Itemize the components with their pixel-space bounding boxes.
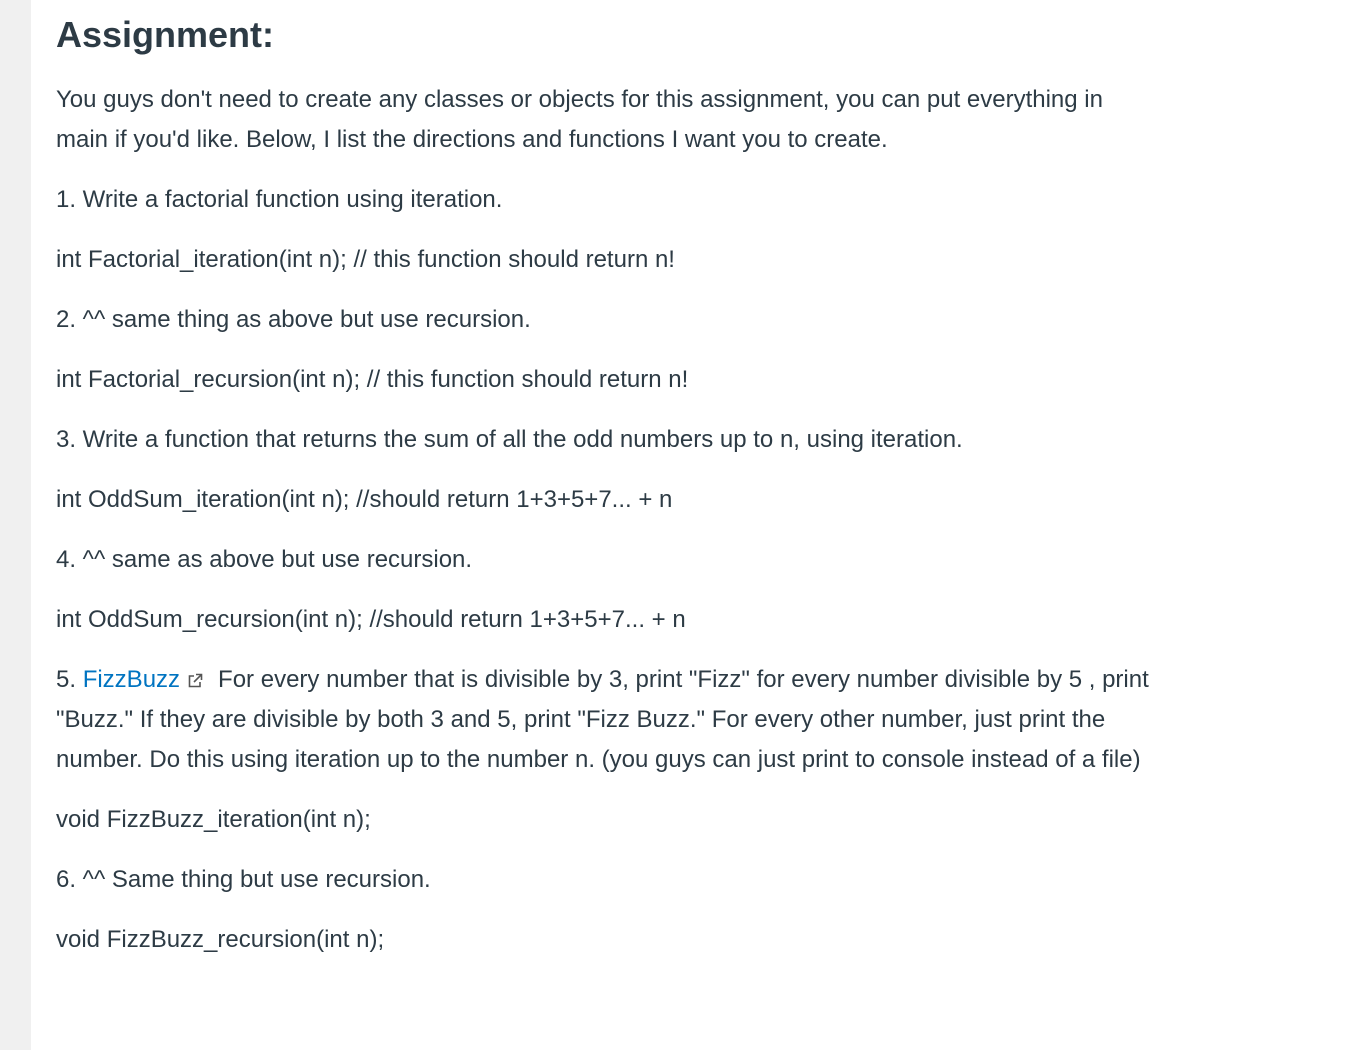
item-4-signature: int OddSum_recursion(int n); //should return 1+3+5+7... + n (56, 606, 686, 633)
item-5-number: 5. (56, 666, 83, 693)
left-gutter (0, 0, 31, 1050)
item-1-instruction: 1. Write a factorial function using iteration. (56, 186, 503, 213)
item-6-instruction: 6. ^^ Same thing but use recursion. (56, 866, 431, 893)
item-5-line-1-text: For every number that is divisible by 3, print "Fizz" for every number divisible by 5 , print (218, 666, 1149, 693)
item-4-instruction: 4. ^^ same as above but use recursion. (56, 546, 473, 573)
item-5-line-2: "Buzz." If they are divisible by both 3 and 5, print "Fizz Buzz." For every other number, just print the (56, 706, 1106, 733)
assignment-title: Assignment: (56, 14, 275, 55)
intro-line-1: You guys don't need to create any classes or objects for this assignment, you can put everything in (56, 86, 1103, 113)
item-2-instruction: 2. ^^ same thing as above but use recursion. (56, 306, 531, 333)
item-5-line-1 (56, 660, 1149, 700)
item-6-signature: void FizzBuzz_recursion(int n); (56, 926, 385, 953)
item-5-signature: void FizzBuzz_iteration(int n); (56, 806, 371, 833)
external-link-icon[interactable] (186, 663, 204, 681)
item-2-signature: int Factorial_recursion(int n); // this function should return n! (56, 366, 689, 393)
intro-line-2: main if you'd like. Below, I list the directions and functions I want you to create. (56, 126, 888, 153)
item-1-signature: int Factorial_iteration(int n); // this function should return n! (56, 246, 675, 273)
item-5-line-3: number. Do this using iteration up to the number n. (you guys can just print to console instead of a file) (56, 746, 1141, 773)
fizzbuzz-link[interactable]: FizzBuzz (82, 666, 181, 693)
item-3-instruction: 3. Write a function that returns the sum of all the odd numbers up to n, using iteration. (56, 426, 963, 453)
item-3-signature: int OddSum_iteration(int n); //should return 1+3+5+7... + n (56, 486, 673, 513)
